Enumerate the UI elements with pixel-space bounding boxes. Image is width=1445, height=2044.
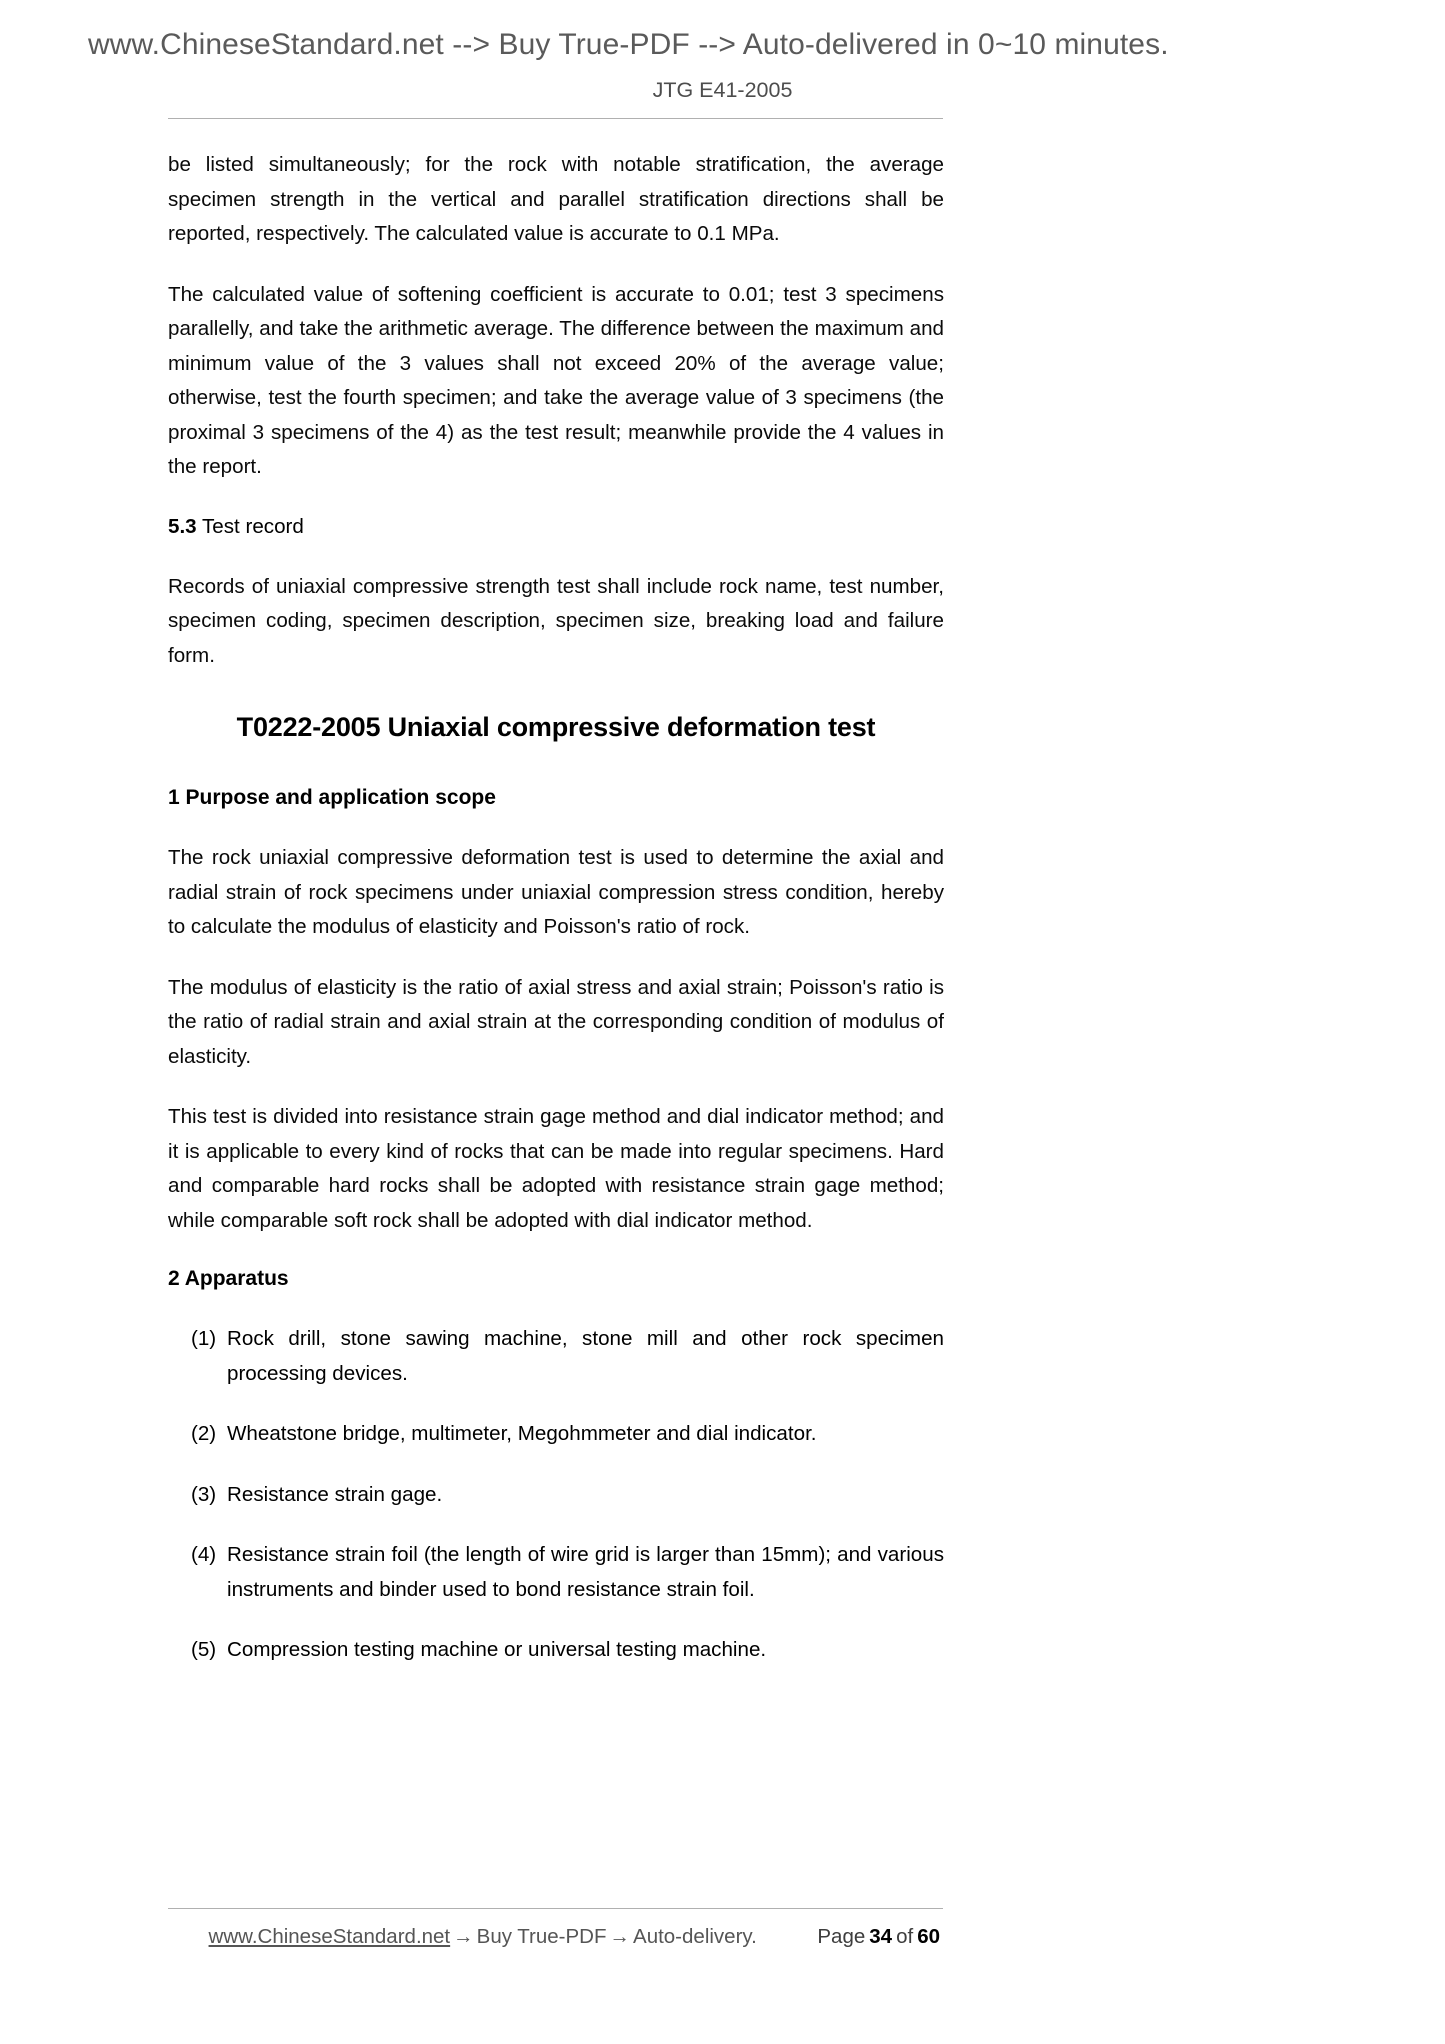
paragraph-5: The modulus of elasticity is the ratio of axial stress and axial strain; Poisson's ratio is the ratio of radial strain and axial strain at the corresponding condition of modulus of elasticity.	[168, 975, 944, 1068]
current-page-number: 34	[869, 1925, 893, 1948]
footer-divider	[168, 1908, 943, 1909]
promo-banner: www.ChineseStandard.net --> Buy True-PDF --> Auto-delivered in 0~10 minutes.	[88, 28, 1169, 61]
heading-5-3-number: 5.3	[168, 514, 197, 538]
page-footer	[168, 1925, 944, 1949]
apparatus-list	[168, 1322, 944, 1668]
list-item-marker: (3)	[191, 1482, 217, 1506]
footer-mid-text: Buy True-PDF	[476, 1925, 607, 1948]
list-item-text: Compression testing machine or universal testing machine.	[227, 1638, 767, 1661]
heading-1-purpose: 1 Purpose and application scope	[168, 786, 496, 809]
list-item	[168, 1538, 944, 1607]
list-item-text: Resistance strain foil (the length of wire grid is larger than 15mm); and various instruments and binder used to bond resistance strain foil.	[227, 1543, 944, 1601]
footer-end-text: Auto-delivery.	[633, 1925, 757, 1948]
page-indicator	[817, 1925, 944, 1949]
document-content	[168, 148, 944, 1694]
list-item-text: Resistance strain gage.	[227, 1482, 443, 1506]
page-title: T0222-2005 Uniaxial compressive deformation test	[236, 712, 876, 742]
list-item	[168, 1417, 944, 1452]
footer-link[interactable]: www.ChineseStandard.net	[208, 1925, 451, 1948]
page-label: Page	[817, 1925, 866, 1948]
list-item	[168, 1633, 944, 1668]
running-head: JTG E41-2005	[652, 78, 793, 102]
list-item	[168, 1478, 944, 1513]
header-divider	[168, 118, 943, 119]
total-page-count: 60	[917, 1925, 940, 1948]
paragraph-6: This test is divided into resistance strain gage method and dial indicator method; and it is applicable to every kind of rocks that can be made into regular specimens. Hard and comparable hard rocks shall be adopted with resistance strain gage method; while comparable soft rock shall be adopted with dial indicator method.	[168, 1105, 944, 1232]
list-item-marker: (1)	[191, 1327, 217, 1350]
footer-promo	[168, 1925, 817, 1949]
paragraph-1: be listed simultaneously; for the rock with notable stratification, the average specimen strength in the vertical and parallel stratification directions shall be reported, respectively. The calculated value is accurate to 0.1 MPa.	[168, 153, 944, 245]
heading-2-apparatus: 2 Apparatus	[168, 1267, 289, 1290]
paragraph-4: The rock uniaxial compressive deformation test is used to determine the axial and radial strain of rock specimens under uniaxial compression stress condition, hereby to calculate the modulus of elasticity and Poisson's ratio of rock.	[168, 846, 944, 938]
list-item-text: Rock drill, stone sawing machine, stone mill and other rock specimen processing devices.	[227, 1327, 944, 1385]
paragraph-2: The calculated value of softening coefficient is accurate to 0.01; test 3 specimens parallelly, and take the arithmetic average. The difference between the maximum and minimum value of the 3 values shall not exceed 20% of the average value; otherwise, test the fourth specimen; and take the average value of 3 specimens (the proximal 3 specimens of the 4) as the test result; meanwhile provide the 4 values in the report.	[168, 282, 944, 478]
list-item-marker: (4)	[191, 1543, 217, 1566]
list-item	[168, 1322, 944, 1391]
list-item-marker: (2)	[191, 1422, 217, 1445]
heading-5-3-text: Test record	[196, 514, 304, 538]
paragraph-3: Records of uniaxial compressive strength test shall include rock name, test number, specimen coding, specimen description, specimen size, breaking load and failure form.	[168, 574, 944, 667]
of-label: of	[896, 1925, 914, 1948]
heading-5-3	[168, 511, 944, 543]
arrow-right-icon: →	[453, 1925, 474, 1948]
arrow-right-icon: →	[609, 1925, 631, 1948]
list-item-marker: (5)	[191, 1638, 217, 1661]
list-item-text: Wheatstone bridge, multimeter, Megohmmeter and dial indicator.	[227, 1422, 817, 1445]
